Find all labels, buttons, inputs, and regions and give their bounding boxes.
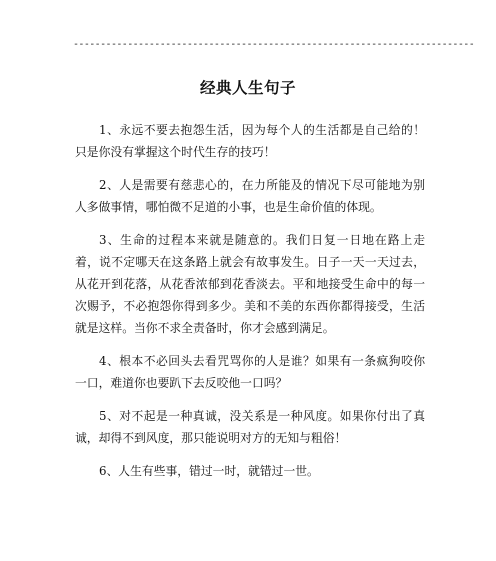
paragraph-1: 1、永远不要去抱怨生活，因为每个人的生活都是自己给的！只是你没有掌握这个时代生存的技巧！ — [75, 123, 425, 159]
paragraph-2: 2、人是需要有慈悲心的，在力所能及的情况下尽可能地为别人多做事情，哪怕微不足道的小事，也是生命价值的体现。 — [75, 178, 425, 214]
document-body — [75, 119, 425, 493]
separator-line: -------------------------------------------------------------------------- — [73, 39, 475, 50]
paragraph-4: 4、根本不必回头去看咒骂你的人是谁？如果有一条疯狗咬你一口，难道你也要趴下去反咬他一口吗？ — [75, 354, 425, 390]
paragraph-3: 3、生命的过程本来就是随意的。我们日复一日地在路上走着，说不定哪天在这条路上就会有故事发生。日子一天一天过去，从花开到花落，从花香浓郁到花香淡去。平和地接受生命中的每一次赐予，不必抱怨你得到多少。美和不美的东西你都得接受，生活就是这样。当你不求全责备时，你才会感到满足。 — [75, 233, 425, 335]
page-title: 经典人生句子 — [199, 79, 296, 97]
paragraph-5: 5、对不起是一种真诚，没关系是一种风度。如果你付出了真诚，却得不到风度，那只能说明对方的无知与粗俗！ — [75, 409, 425, 445]
paragraph-6: 6、人生有些事，错过一时，就错过一世。 — [99, 464, 319, 478]
